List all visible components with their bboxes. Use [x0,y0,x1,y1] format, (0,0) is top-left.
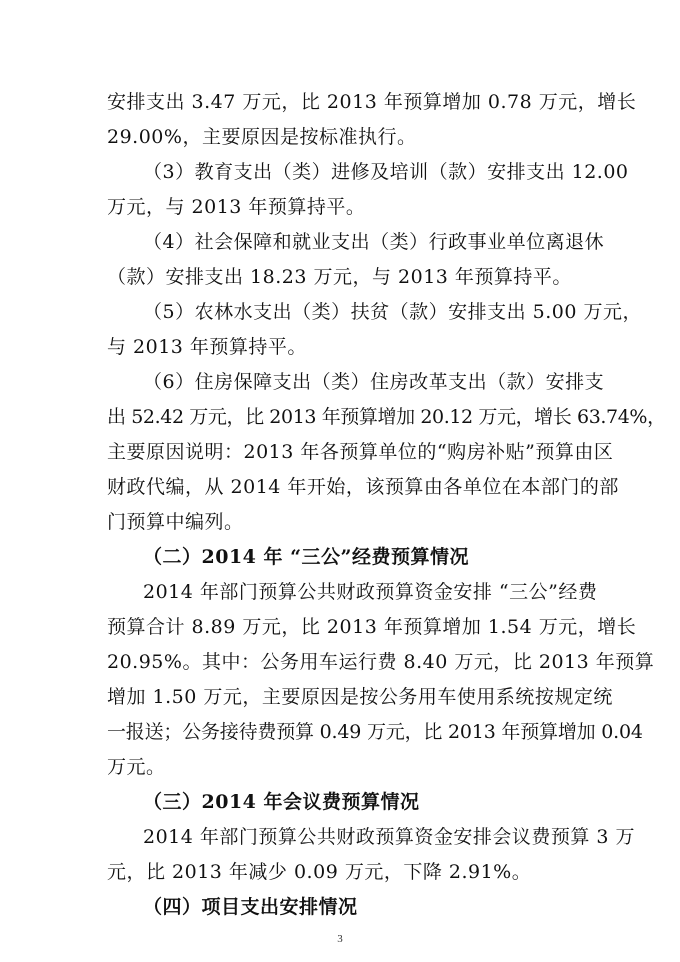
text-line: 与 2013 年预算持平。 [107,336,307,358]
text-line: 2014 年部门预算公共财政预算资金安排 “三公”经费 [143,581,598,603]
text-line: （款）安排支出 18.23 万元，与 2013 年预算持平。 [107,266,572,288]
text-line: 门预算中编列。 [107,511,244,533]
section-heading: （四）项目支出安排情况 [143,896,358,918]
text-line: 主要原因说明：2013 年各预算单位的“购房补贴”预算由区 [107,441,614,463]
text-line: 预算合计 8.89 万元，比 2013 年预算增加 1.54 万元，增长 [107,616,637,638]
section-heading: （三）2014 年会议费预算情况 [143,791,420,813]
text-line: 29.00%，主要原因是按标准执行。 [107,126,417,148]
text-line: 元，比 2013 年减少 0.09 万元，下降 2.91%。 [107,861,532,883]
text-line: （4）社会保障和就业支出（类）行政事业单位离退休 [143,231,605,253]
text-line: （3）教育支出（类）进修及培训（款）安排支出 12.00 [143,161,629,183]
text-line: 万元，与 2013 年预算持平。 [107,196,366,218]
text-line: （5）农林水支出（类）扶贫（款）安排支出 5.00 万元， [143,301,642,323]
text-line: 出 52.42 万元，比 2013 年预算增加 20.12 万元，增长 63.74%， [107,406,666,428]
text-line: 一报送；公务接待费预算 0.49 万元，比 2013 年预算增加 0.04 [107,721,643,743]
section-heading: （二）2014 年 “三公”经费预算情况 [143,546,469,568]
text-line: 20.95%。其中：公务用车运行费 8.40 万元，比 2013 年预算 [107,651,655,673]
text-line: 增加 1.50 万元，主要原因是按公务用车使用系统按规定统 [107,686,613,708]
page-number: 3 [337,933,343,945]
text-line: 安排支出 3.47 万元，比 2013 年预算增加 0.78 万元，增长 [107,91,637,113]
text-line: （6）住房保障支出（类）住房改革支出（款）安排支 [143,371,605,393]
text-line: 财政代编，从 2014 年开始，该预算由各单位在本部门的部 [107,476,619,498]
text-line: 万元。 [107,756,166,778]
text-line: 2014 年部门预算公共财政预算资金安排会议费预算 3 万 [143,826,636,848]
